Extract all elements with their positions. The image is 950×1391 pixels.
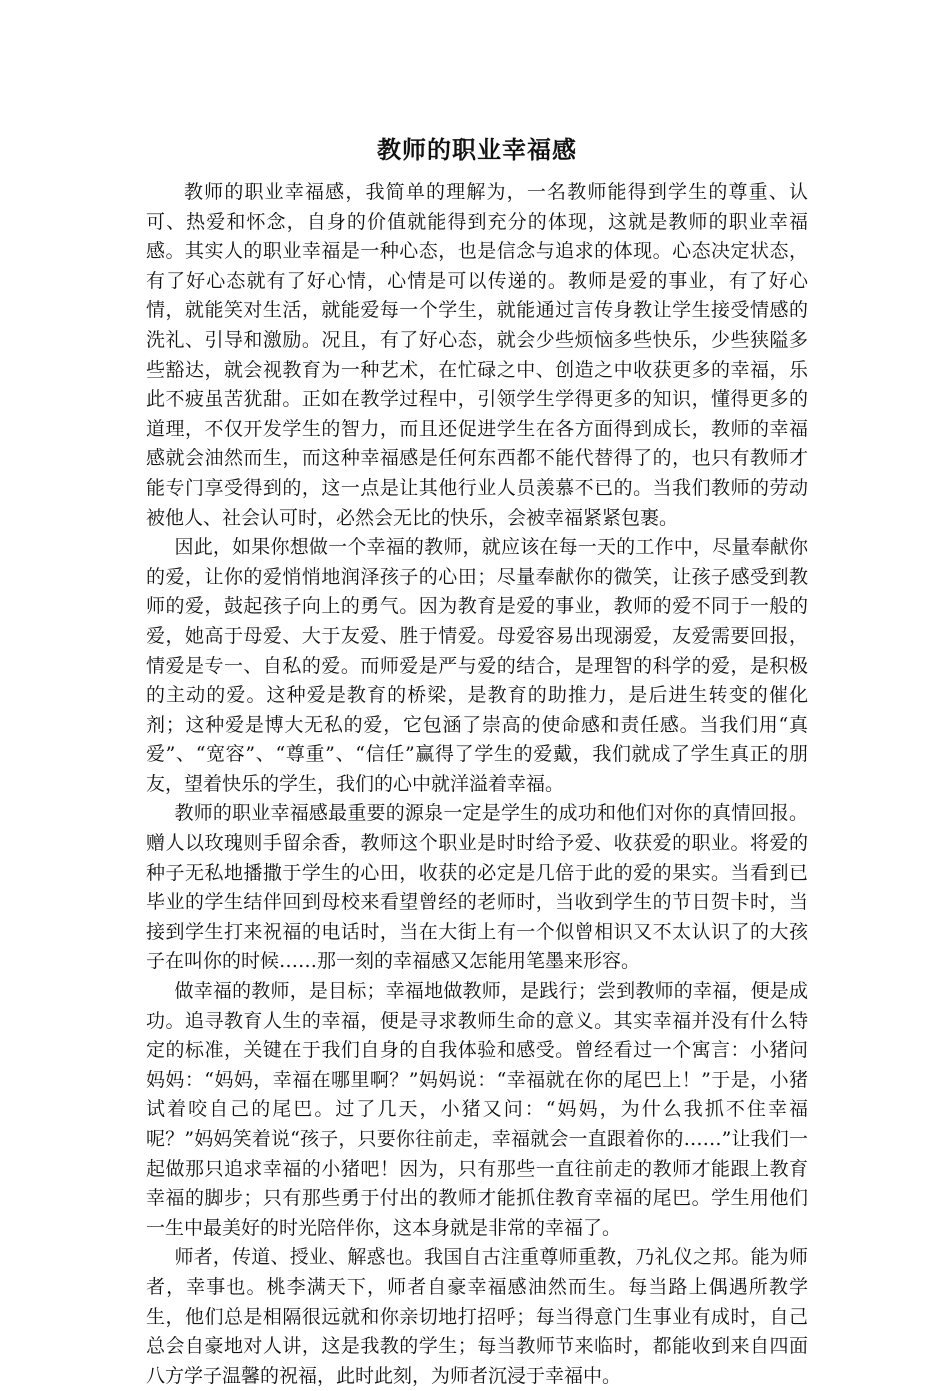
document-title: 教师的职业幸福感 xyxy=(377,136,577,164)
paragraph-2: 因此，如果你想做一个幸福的教师，就应该在每一天的工作中，尽量奉献你的爱，让你的爱悄悄地润泽孩子的心田；尽量奉献你的微笑，让孩子感受到教师的爱，鼓起孩子向上的勇气。因为教育是爱的事业，教师的爱不同于一般的爱，她高于母爱、大于友爱、胜于情爱。母爱容易出现溺爱，友爱需要回报，情爱是专一、自私的爱。而师爱是严与爱的结合，是理智的科学的爱，是积极的主动的爱。这种爱是教育的桥梁，是教育的助推力，是后进生转变的催化剂；这种爱是博大无私的爱，它包涵了崇高的使命感和责任感。当我们用“真爱”、“宽容”、“尊重”、“信任”赢得了学生的爱戴，我们就成了学生真正的朋友，望着快乐的学生，我们的心中就洋溢着幸福。 xyxy=(146,536,808,795)
paragraph-1: 教师的职业幸福感，我简单的理解为，一名教师能得到学生的尊重、认可、热爱和怀念，自身的价值就能得到充分的体现，这就是教师的职业幸福感。其实人的职业幸福是一种心态，也是信念与追求的体现。心态决定状态，有了好心态就有了好心情，心情是可以传递的。教师是爱的事业，有了好心情，就能笑对生活，就能爱每一个学生，就能通过言传身教让学生接受情感的洗礼、引导和激励。况且，有了好心态，就会少些烦恼多些快乐，少些狭隘多些豁达，就会视教育为一种艺术，在忙碌之中、创造之中收获更多的幸福，乐此不疲虽苦犹甜。正如在教学过程中，引领学生学得更多的知识，懂得更多的道理，不仅开发学生的智力，而且还促进学生在各方面得到成长，教师的幸福感就会油然而生，而这种幸福感是任何东西都不能代替得了的，也只有教师才能专门享受得到的，这一点是让其他行业人员羡慕不已的。当我们教师的劳动被他人、社会认可时，必然会无比的快乐，会被幸福紧紧包裹。 xyxy=(146,181,808,529)
paragraph-5: 师者，传道、授业、解惑也。我国自古注重尊师重教，乃礼仪之邦。能为师者，幸事也。桃李满天下，师者自豪幸福感油然而生。每当路上偶遇所教学生，他们总是相隔很远就和你亲切地打招呼；每当得意门生事业有成时，自己总会自豪地对人讲，这是我教的学生；每当教师节来临时，都能收到来自四面八方学子温馨的祝福，此时此刻，为师者沉浸于幸福中。 xyxy=(146,1246,808,1387)
paragraph-4: 做幸福的教师，是目标；幸福地做教师，是践行；尝到教师的幸福，便是成功。追寻教育人生的幸福，便是寻求教师生命的意义。其实幸福并没有什么特定的标准，关键在于我们自身的自我体验和感受。曾经看过一个寓言：小猪问妈妈：“妈妈，幸福在哪里啊？”妈妈说：“幸福就在你的尾巴上！”于是，小猪试着咬自己的尾巴。过了几天，小猪又问：“妈妈，为什么我抓不住幸福呢？”妈妈笑着说“孩子，只要你往前走，幸福就会一直跟着你的……”让我们一起做那只追求幸福的小猪吧！因为，只有那些一直往前走的教师才能跟上教育幸福的脚步；只有那些勇于付出的教师才能抓住教育幸福的尾巴。学生用他们一生中最美好的时光陪伴你，这本身就是非常的幸福了。 xyxy=(146,980,808,1239)
paragraph-3: 教师的职业幸福感最重要的源泉一定是学生的成功和他们对你的真情回报。赠人以玫瑰则手留余香，教师这个职业是时时给予爱、收获爱的职业。将爱的种子无私地播撒于学生的心田，收获的必定是几倍于此的爱的果实。当看到已毕业的学生结伴回到母校来看望曾经的老师时，当收到学生的节日贺卡时，当接到学生打来祝福的电话时，当在大街上有一个似曾相识又不太认识了的大孩子在叫你的时候……那一刻的幸福感又怎能用笔墨来形容。 xyxy=(146,802,808,973)
document-body xyxy=(146,132,808,1391)
